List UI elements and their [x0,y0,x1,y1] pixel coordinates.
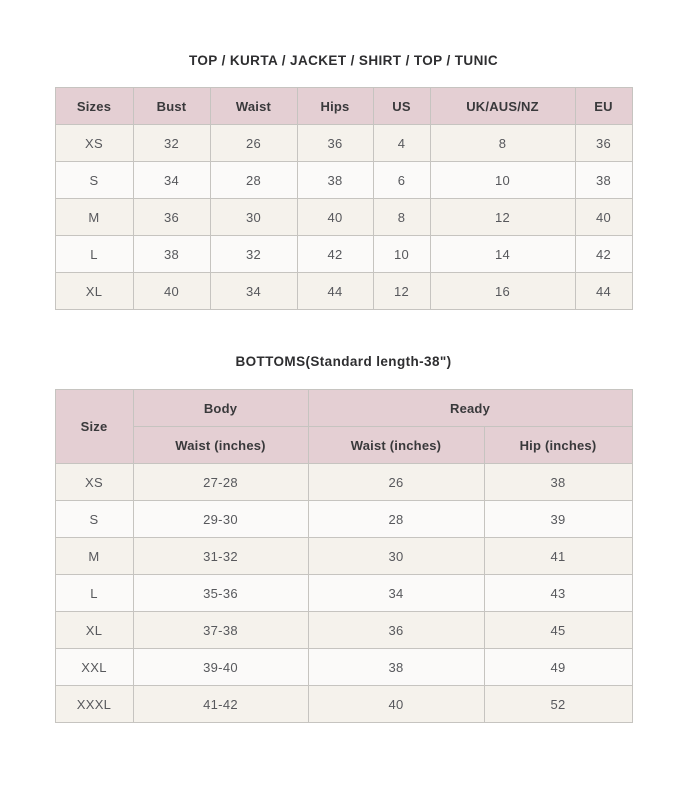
ready-hip-cell: 41 [484,538,632,575]
uk-aus-nz-cell: 8 [430,125,575,162]
size-label-cell: XXXL [55,686,133,723]
body-waist-cell: 31-32 [133,538,308,575]
size-label-cell: M [55,538,133,575]
ready-waist-cell: 34 [308,575,484,612]
ready-hip-cell: 43 [484,575,632,612]
uk-aus-nz-cell: 14 [430,236,575,273]
ready-hip-cell: 38 [484,464,632,501]
eu-cell: 44 [575,273,632,310]
eu-cell: 42 [575,236,632,273]
tops-col-uk-aus-nz: UK/AUS/NZ [430,88,575,125]
ready-waist-cell: 26 [308,464,484,501]
bottoms-row-s [55,501,632,538]
waist-cell: 30 [210,199,297,236]
ready-waist-cell: 30 [308,538,484,575]
tops-header-row [55,88,632,125]
uk-aus-nz-cell: 16 [430,273,575,310]
us-cell: 10 [373,236,430,273]
bust-cell: 40 [133,273,210,310]
bottoms-row-xxl [55,649,632,686]
eu-cell: 40 [575,199,632,236]
hips-cell: 44 [297,273,373,310]
size-label-cell: XL [55,612,133,649]
bottoms-row-l [55,575,632,612]
hips-cell: 38 [297,162,373,199]
ready-hip-cell: 39 [484,501,632,538]
ready-waist-cell: 40 [308,686,484,723]
ready-hip-cell: 49 [484,649,632,686]
bottoms-row-xs [55,464,632,501]
tops-col-sizes: Sizes [55,88,133,125]
us-cell: 6 [373,162,430,199]
bottoms-row-m [55,538,632,575]
size-label-cell: XS [55,125,133,162]
body-waist-cell: 41-42 [133,686,308,723]
tops-row-xs [55,125,632,162]
size-label-cell: L [55,575,133,612]
bottoms-row-xl [55,612,632,649]
us-cell: 4 [373,125,430,162]
size-label-cell: S [55,501,133,538]
us-cell: 12 [373,273,430,310]
size-label-cell: S [55,162,133,199]
size-label-cell: L [55,236,133,273]
bottoms-col-ready-waist: Waist (inches) [308,427,484,464]
waist-cell: 32 [210,236,297,273]
waist-cell: 28 [210,162,297,199]
body-waist-cell: 29-30 [133,501,308,538]
hips-cell: 42 [297,236,373,273]
bust-cell: 32 [133,125,210,162]
waist-cell: 26 [210,125,297,162]
bottoms-group-body: Body [133,390,308,427]
tops-col-eu: EU [575,88,632,125]
bottoms-group-ready: Ready [308,390,632,427]
waist-cell: 34 [210,273,297,310]
ready-waist-cell: 38 [308,649,484,686]
hips-cell: 36 [297,125,373,162]
size-label-cell: XL [55,273,133,310]
ready-hip-cell: 52 [484,686,632,723]
tops-row-m [55,199,632,236]
bottoms-col-ready-hip: Hip (inches) [484,427,632,464]
tops-col-bust: Bust [133,88,210,125]
tops-col-us: US [373,88,430,125]
bottoms-table-title: BOTTOMS(Standard length-38") [235,354,452,369]
tops-table-title: TOP / KURTA / JACKET / SHIRT / TOP / TUNIC [188,53,499,68]
ready-hip-cell: 45 [484,612,632,649]
eu-cell: 36 [575,125,632,162]
size-label-cell: XS [55,464,133,501]
ready-waist-cell: 36 [308,612,484,649]
bust-cell: 36 [133,199,210,236]
ready-waist-cell: 28 [308,501,484,538]
tops-size-table [55,87,633,310]
bottoms-header-sub-row [55,427,632,464]
uk-aus-nz-cell: 10 [430,162,575,199]
size-label-cell: XXL [55,649,133,686]
body-waist-cell: 37-38 [133,612,308,649]
bottoms-col-size: Size [55,390,133,464]
bottoms-col-body-waist: Waist (inches) [133,427,308,464]
tops-row-s [55,162,632,199]
tops-row-l [55,236,632,273]
body-waist-cell: 39-40 [133,649,308,686]
body-waist-cell: 35-36 [133,575,308,612]
hips-cell: 40 [297,199,373,236]
bust-cell: 34 [133,162,210,199]
eu-cell: 38 [575,162,632,199]
tops-col-waist: Waist [210,88,297,125]
uk-aus-nz-cell: 12 [430,199,575,236]
body-waist-cell: 27-28 [133,464,308,501]
bottoms-header-group-row [55,390,632,427]
us-cell: 8 [373,199,430,236]
tops-row-xl [55,273,632,310]
bottoms-row-xxxl [55,686,632,723]
bottoms-size-table [55,389,633,723]
tops-col-hips: Hips [297,88,373,125]
size-label-cell: M [55,199,133,236]
bust-cell: 38 [133,236,210,273]
